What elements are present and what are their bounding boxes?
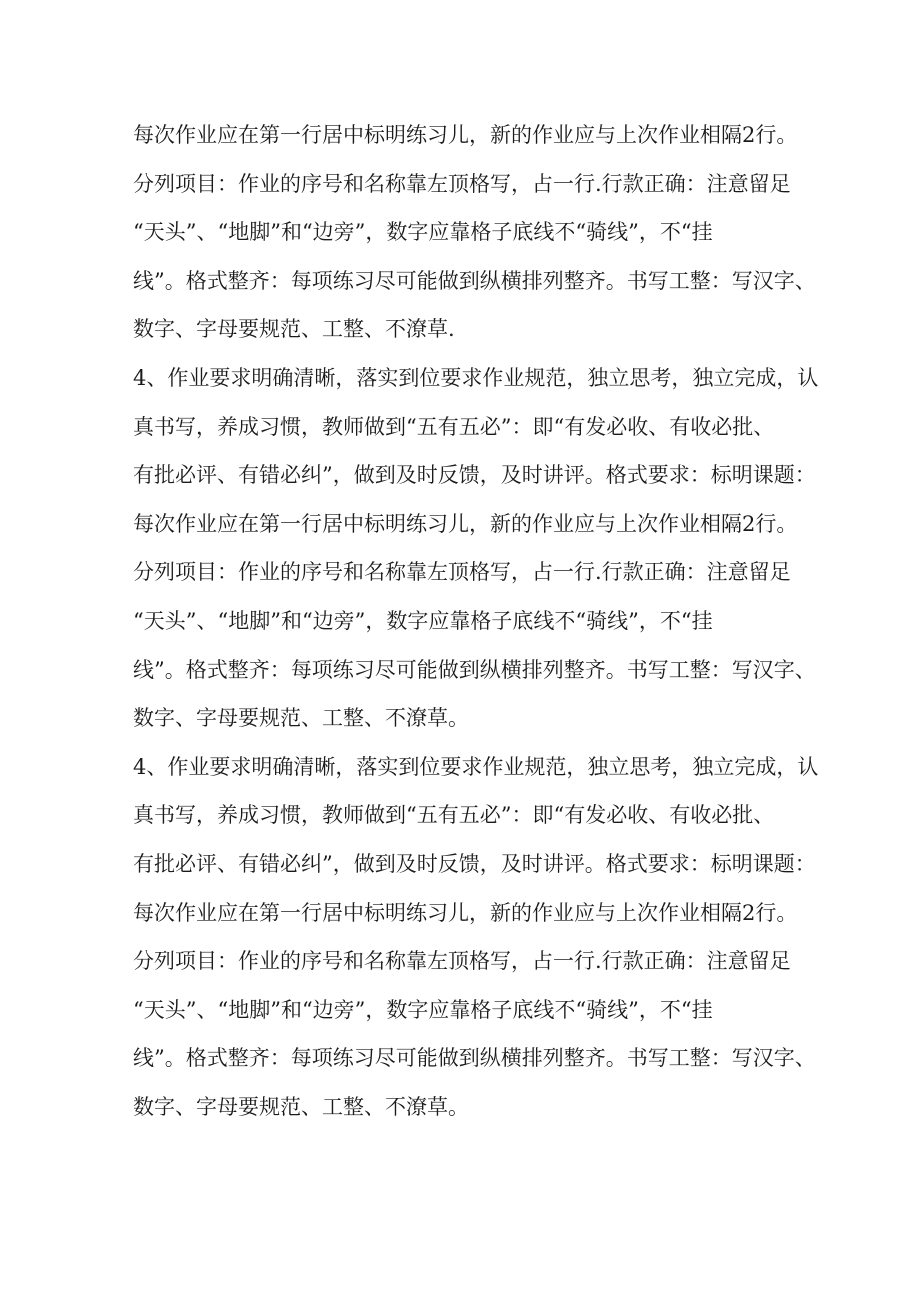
text-line: 数字、字母要规范、工整、不潦草。 xyxy=(133,706,469,731)
text-line: 线”。格式整齐：每项练习尽可能做到纵横排列整齐。书写工整：写汉字、 xyxy=(133,1046,816,1071)
text-line: “天头”、“地脚”和“边旁”，数字应靠格子底线不“骑线”，不“挂 xyxy=(133,608,713,633)
text-line: 分列项目：作业的序号和名称靠左顶格写，占一行.行款正确：注意留足 xyxy=(133,560,791,585)
document-body xyxy=(133,111,819,1131)
text-line: “天头”、“地脚”和“边旁”，数字应靠格子底线不“骑线”，不“挂 xyxy=(133,220,713,245)
text-line: 分列项目：作业的序号和名称靠左顶格写，占一行.行款正确：注意留足 xyxy=(133,171,791,196)
text-line: 4、作业要求明确清晰，落实到位要求作业规范，独立思考，独立完成，认 xyxy=(133,365,819,390)
text-line: “天头”、“地脚”和“边旁”，数字应靠格子底线不“骑线”，不“挂 xyxy=(133,997,713,1022)
text-line: 线”。格式整齐：每项练习尽可能做到纵横排列整齐。书写工整：写汉字、 xyxy=(133,268,816,293)
text-line: 每次作业应在第一行居中标明练习儿，新的作业应与上次作业相隔2行。 xyxy=(133,123,798,147)
text-line: 真书写，养成习惯，教师做到“五有五必”：即“有发必收、有收必批、 xyxy=(133,414,775,439)
text-line: 有批必评、有错必纠”，做到及时反馈，及时讲评。格式要求：标明课题： xyxy=(133,851,816,876)
text-line: 分列项目：作业的序号和名称靠左顶格写，占一行.行款正确：注意留足 xyxy=(133,949,791,974)
text-line: 每次作业应在第一行居中标明练习儿，新的作业应与上次作业相隔2行。 xyxy=(133,900,798,925)
text-line: 4、作业要求明确清晰，落实到位要求作业规范，独立思考，独立完成，认 xyxy=(133,754,819,779)
text-line: 数字、字母要规范、工整、不潦草。 xyxy=(133,1094,469,1119)
text-line: 数字、字母要规范、工整、不潦草. xyxy=(133,317,455,342)
text-line: 有批必评、有错必纠”，做到及时反馈，及时讲评。格式要求：标明课题： xyxy=(133,463,816,488)
text-line: 每次作业应在第一行居中标明练习儿，新的作业应与上次作业相隔2行。 xyxy=(133,511,798,536)
text-line: 真书写，养成习惯，教师做到“五有五必”：即“有发必收、有收必批、 xyxy=(133,803,775,828)
text-line: 线”。格式整齐：每项练习尽可能做到纵横排列整齐。书写工整：写汉字、 xyxy=(133,657,816,682)
